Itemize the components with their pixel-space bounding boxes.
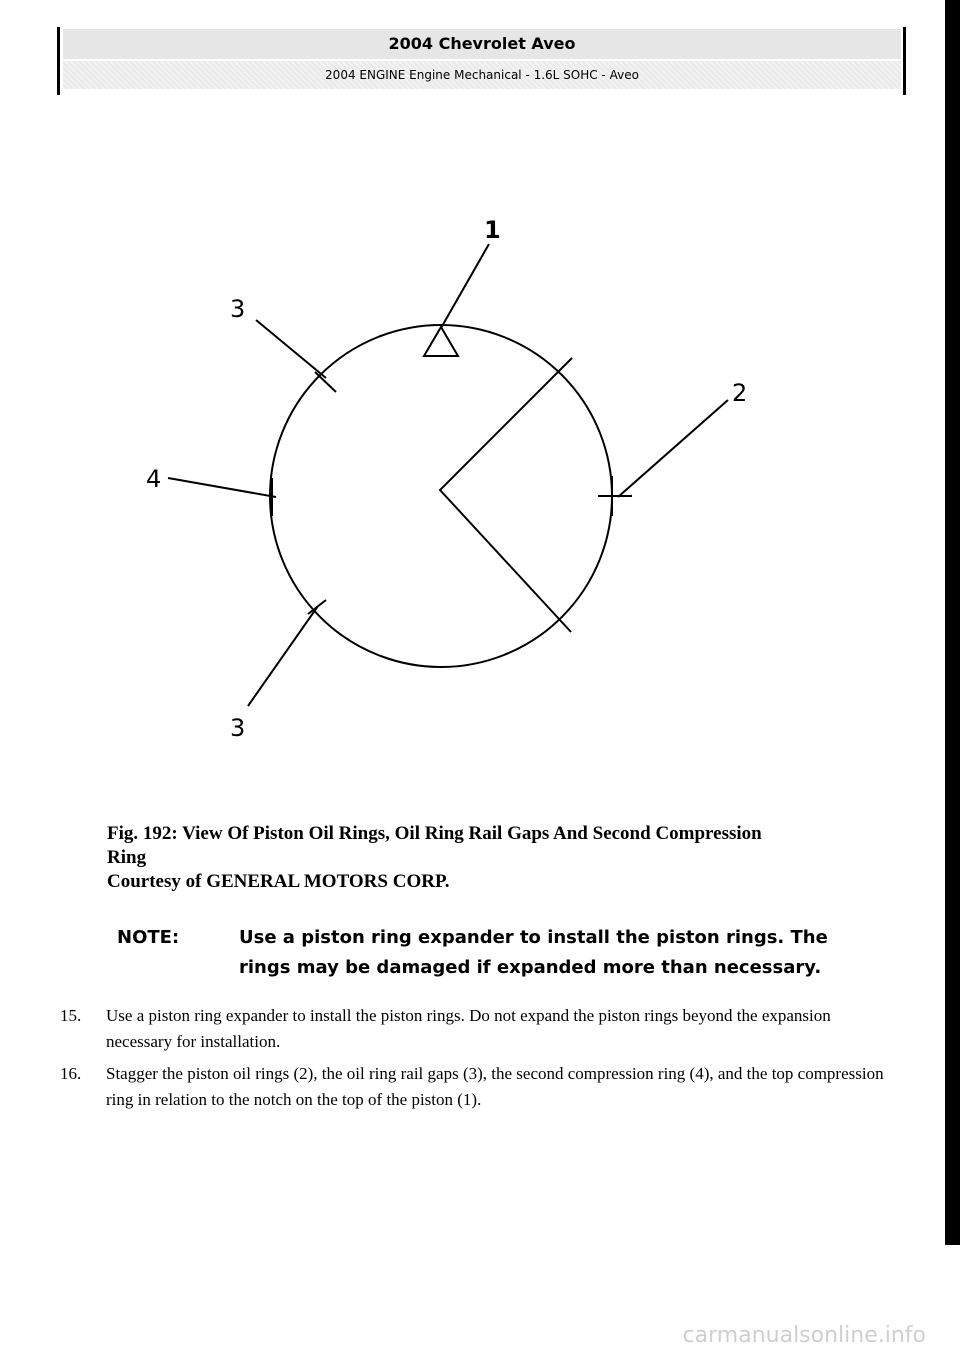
leader-2	[618, 400, 728, 497]
piston-circle	[270, 325, 612, 667]
step-item	[60, 1061, 890, 1113]
caption-line-2: Ring	[107, 847, 147, 868]
right-page-border	[903, 27, 906, 95]
left-page-border	[57, 27, 60, 95]
step-text: Use a piston ring expander to install the piston rings. Do not expand the piston rings beyond the expansion necessary for installation.	[106, 1006, 831, 1051]
gap-angle-lines	[440, 358, 572, 632]
header-title: 2004 Chevrolet Aveo	[63, 29, 901, 59]
note-text: Use a piston ring expander to install the piston rings. The rings may be damaged if expanded more than necessary.	[239, 927, 828, 978]
callout-3-top: 3	[230, 295, 246, 323]
figure-caption	[107, 822, 897, 894]
callout-4: 4	[146, 465, 162, 493]
caption-courtesy: Courtesy of GENERAL MOTORS CORP.	[107, 871, 450, 892]
callout-3-bottom: 3	[230, 714, 246, 742]
procedure-steps	[60, 1003, 890, 1119]
tick-3-top	[315, 372, 336, 392]
document-header	[63, 27, 901, 91]
note-label: NOTE:	[117, 927, 180, 948]
callout-1: 1	[484, 216, 501, 244]
step-item	[60, 1003, 890, 1055]
piston-notch-icon	[424, 327, 458, 356]
callout-2: 2	[732, 379, 748, 407]
caption-line-1: Fig. 192: View Of Piston Oil Rings, Oil Ring Rail Gaps And Second Compression	[107, 823, 762, 844]
leader-3-bottom	[248, 606, 318, 706]
watermark: carmanualsonline.info	[682, 1323, 926, 1348]
leader-1	[441, 244, 489, 328]
header-subtitle: 2004 ENGINE Engine Mechanical - 1.6L SOHC - Aveo	[63, 61, 901, 89]
leader-4	[168, 478, 276, 497]
piston-ring-diagram	[0, 195, 960, 755]
step-number: 15.	[60, 1006, 82, 1025]
step-number: 16.	[60, 1064, 82, 1083]
step-text: Stagger the piston oil rings (2), the oil ring rail gaps (3), the second compression ring (4), and the top compression ring in relation to the notch on the top of the piston (1).	[106, 1064, 884, 1109]
leader-3-top	[256, 320, 326, 378]
